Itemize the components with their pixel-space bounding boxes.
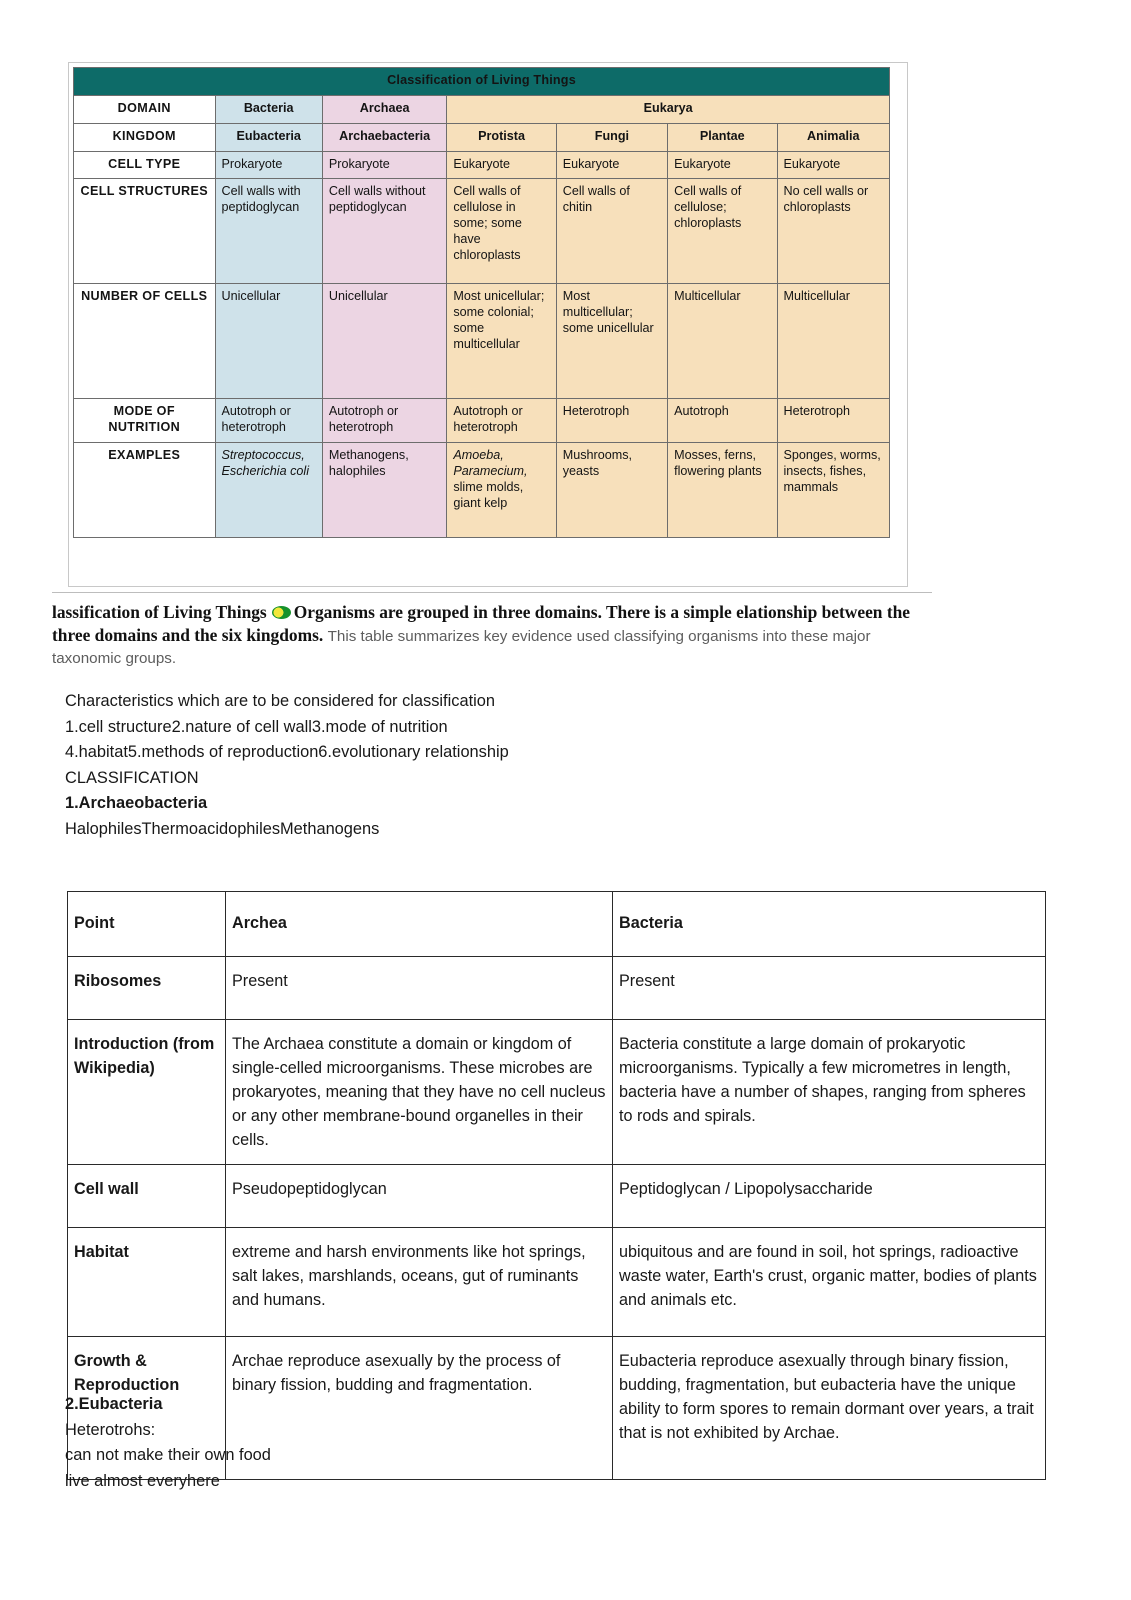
row-label-mode-of-nutrition: MODE OF NUTRITION bbox=[74, 399, 216, 443]
cell-numcells-3: Most multicellular; some unicellular bbox=[556, 284, 667, 399]
cell-habitat-bacteria: ubiquitous and are found in soil, hot springs, radioactive waste water, Earth's crust, organic matter, bodies of plants and animals etc. bbox=[613, 1228, 1046, 1337]
table-row bbox=[68, 1228, 1046, 1337]
cell-growth-archea: Archae reproduce asexually by the process of binary fission, budding and fragmentation. bbox=[226, 1337, 613, 1480]
cell-numcells-5: Multicellular bbox=[777, 284, 890, 399]
cell-numcells-4: Multicellular bbox=[668, 284, 777, 399]
row-label-cell-type: CELL TYPE bbox=[74, 151, 216, 179]
cell-kingdom-animalia: Animalia bbox=[777, 123, 890, 151]
classification-table bbox=[73, 67, 890, 538]
examples-protista-rest: slime molds, giant kelp bbox=[453, 479, 524, 510]
cell-kingdom-archaebacteria: Archaebacteria bbox=[322, 123, 446, 151]
cell-nutrition-4: Autotroph bbox=[668, 399, 777, 443]
row-label-kingdom: KINGDOM bbox=[74, 123, 216, 151]
cell-examples-animalia: Sponges, worms, insects, fishes, mammals bbox=[777, 443, 890, 538]
characteristics-heading: Characteristics which are to be considered for classification bbox=[65, 692, 495, 710]
table-row-mode-of-nutrition bbox=[74, 399, 890, 443]
table-row-number-of-cells bbox=[74, 284, 890, 399]
cell-nutrition-2: Autotroph or heterotroph bbox=[447, 399, 556, 443]
caption-title: lassification of Living Things bbox=[52, 602, 267, 622]
cell-habitat-archea: extreme and harsh environments like hot springs, salt lakes, marshlands, oceans, gut of ruminants and humans. bbox=[226, 1228, 613, 1337]
eubacteria-line-2: can not make their own food bbox=[65, 1446, 271, 1464]
cell-examples-fungi: Mushrooms, yeasts bbox=[556, 443, 667, 538]
cell-examples-protista bbox=[447, 443, 556, 538]
cell-kingdom-eubacteria: Eubacteria bbox=[215, 123, 322, 151]
cell-growth-bacteria: Eubacteria reproduce asexually through binary fission, budding, fragmentation, but eubacteria have the unique ability to form spores to remain dormant over years, a trait that is not exhibited by Archae. bbox=[613, 1337, 1046, 1480]
table-row-examples bbox=[74, 443, 890, 538]
row-label-ribosomes: Ribosomes bbox=[68, 957, 226, 1020]
table-row bbox=[68, 957, 1046, 1020]
column-header-archea: Archea bbox=[226, 892, 613, 957]
row-label-number-of-cells: NUMBER OF CELLS bbox=[74, 284, 216, 399]
caption-body: This table summarizes key evidence used bbox=[327, 627, 610, 645]
eubacteria-block bbox=[65, 1392, 915, 1494]
row-label-domain: DOMAIN bbox=[74, 95, 216, 123]
cell-cellwall-archea: Pseudopeptidoglycan bbox=[226, 1165, 613, 1228]
table-row-cell-structures bbox=[74, 179, 890, 284]
cell-nutrition-0: Autotroph or heterotroph bbox=[215, 399, 322, 443]
cell-numcells-0: Unicellular bbox=[215, 284, 322, 399]
cell-introduction-bacteria: Bacteria constitute a large domain of prokaryotic microorganisms. Typically a few micrometres in length, bacteria have a number of shapes, ranging from spheres to rods and spirals. bbox=[613, 1020, 1046, 1165]
eubacteria-line-3: live almost everyhere bbox=[65, 1471, 220, 1490]
cell-ribosomes-archea: Present bbox=[226, 957, 613, 1020]
cell-examples-plantae: Mosses, ferns, flowering plants bbox=[668, 443, 777, 538]
archaeobacteria-types: HalophilesThermoacidophilesMethanogens bbox=[65, 819, 380, 838]
characteristics-line-2: 4.habitat5.methods of reproduction6.evolutionary relationship bbox=[65, 743, 509, 761]
cell-structures-0: Cell walls with peptidoglycan bbox=[215, 179, 322, 284]
characteristics-line-3: CLASSIFICATION bbox=[65, 768, 199, 787]
row-label-cell-wall: Cell wall bbox=[68, 1165, 226, 1228]
cell-examples-bacteria: Streptococcus, Escherichia coli bbox=[215, 443, 322, 538]
column-header-point: Point bbox=[68, 892, 226, 957]
cell-structures-1: Cell walls without peptidoglycan bbox=[322, 179, 446, 284]
cell-structures-4: Cell walls of cellulose; chloroplasts bbox=[668, 179, 777, 284]
cell-domain-archaea: Archaea bbox=[322, 95, 446, 123]
examples-protista-italic: Amoeba, Paramecium, bbox=[453, 448, 528, 479]
row-label-growth-reproduction: Growth & Reproduction bbox=[68, 1337, 226, 1480]
cell-celltype-3: Eukaryote bbox=[556, 151, 667, 179]
caption-lead-2: elationship between the three domains and the six kingdoms. bbox=[52, 602, 911, 645]
table-row-title bbox=[74, 68, 890, 96]
cell-celltype-1: Prokaryote bbox=[322, 151, 446, 179]
cell-structures-5: No cell walls or chloroplasts bbox=[777, 179, 890, 284]
cell-introduction-archea: The Archaea constitute a domain or kingdom of single-celled microorganisms. These microbes are prokaryotes, meaning that they have no cell nucleus or any other membrane-bound organelles in their cells. bbox=[226, 1020, 613, 1165]
cell-domain-bacteria: Bacteria bbox=[215, 95, 322, 123]
row-label-introduction: Introduction (from Wikipedia) bbox=[68, 1020, 226, 1165]
cell-ribosomes-bacteria: Present bbox=[613, 957, 1046, 1020]
cell-numcells-1: Unicellular bbox=[322, 284, 446, 399]
cell-structures-2: Cell walls of cellulose in some; some have chloroplasts bbox=[447, 179, 556, 284]
cell-celltype-5: Eukaryote bbox=[777, 151, 890, 179]
cell-numcells-2: Most unicellular; some colonial; some multicellular bbox=[447, 284, 556, 399]
eubacteria-line-1: Heterotrohs: bbox=[65, 1420, 156, 1439]
caption-lead: Organisms are grouped in three domains. There is a simple bbox=[293, 602, 732, 622]
table-row-domain bbox=[74, 95, 890, 123]
cell-kingdom-protista: Protista bbox=[447, 123, 556, 151]
column-header-bacteria: Bacteria bbox=[613, 892, 1046, 957]
cell-kingdom-plantae: Plantae bbox=[668, 123, 777, 151]
cell-cellwall-bacteria: Peptidoglycan / Lipopolysaccharide bbox=[613, 1165, 1046, 1228]
table-row-cell-type bbox=[74, 151, 890, 179]
cell-celltype-2: Eukaryote bbox=[447, 151, 556, 179]
cell-nutrition-3: Heterotroph bbox=[556, 399, 667, 443]
cell-structures-3: Cell walls of chitin bbox=[556, 179, 667, 284]
table-row bbox=[68, 1165, 1046, 1228]
caption-body-2: classifying organisms into these major taxonomic groups. bbox=[52, 627, 871, 668]
figure-title: Classification of Living Things bbox=[74, 68, 890, 96]
row-label-cell-structures: CELL STRUCTURES bbox=[74, 179, 216, 284]
eubacteria-subheading: 2.Eubacteria bbox=[65, 1395, 163, 1413]
cell-kingdom-fungi: Fungi bbox=[556, 123, 667, 151]
cell-celltype-4: Eukaryote bbox=[668, 151, 777, 179]
cell-examples-archaea: Methanogens, halophiles bbox=[322, 443, 446, 538]
characteristics-line-1: 1.cell structure2.nature of cell wall3.mode of nutrition bbox=[65, 717, 448, 736]
table-row bbox=[68, 1020, 1046, 1165]
leaf-icon bbox=[272, 606, 291, 619]
figure-caption bbox=[52, 592, 932, 669]
row-label-habitat: Habitat bbox=[68, 1228, 226, 1337]
cell-celltype-0: Prokaryote bbox=[215, 151, 322, 179]
table-row-kingdom bbox=[74, 123, 890, 151]
characteristics-block bbox=[65, 689, 915, 842]
archaeobacteria-subheading: 1.Archaeobacteria bbox=[65, 794, 208, 812]
cell-nutrition-5: Heterotroph bbox=[777, 399, 890, 443]
cell-domain-eukarya: Eukarya bbox=[447, 95, 890, 123]
cell-nutrition-1: Autotroph or heterotroph bbox=[322, 399, 446, 443]
classification-figure bbox=[68, 62, 908, 587]
row-label-examples: EXAMPLES bbox=[74, 443, 216, 538]
table-row-header bbox=[68, 892, 1046, 957]
